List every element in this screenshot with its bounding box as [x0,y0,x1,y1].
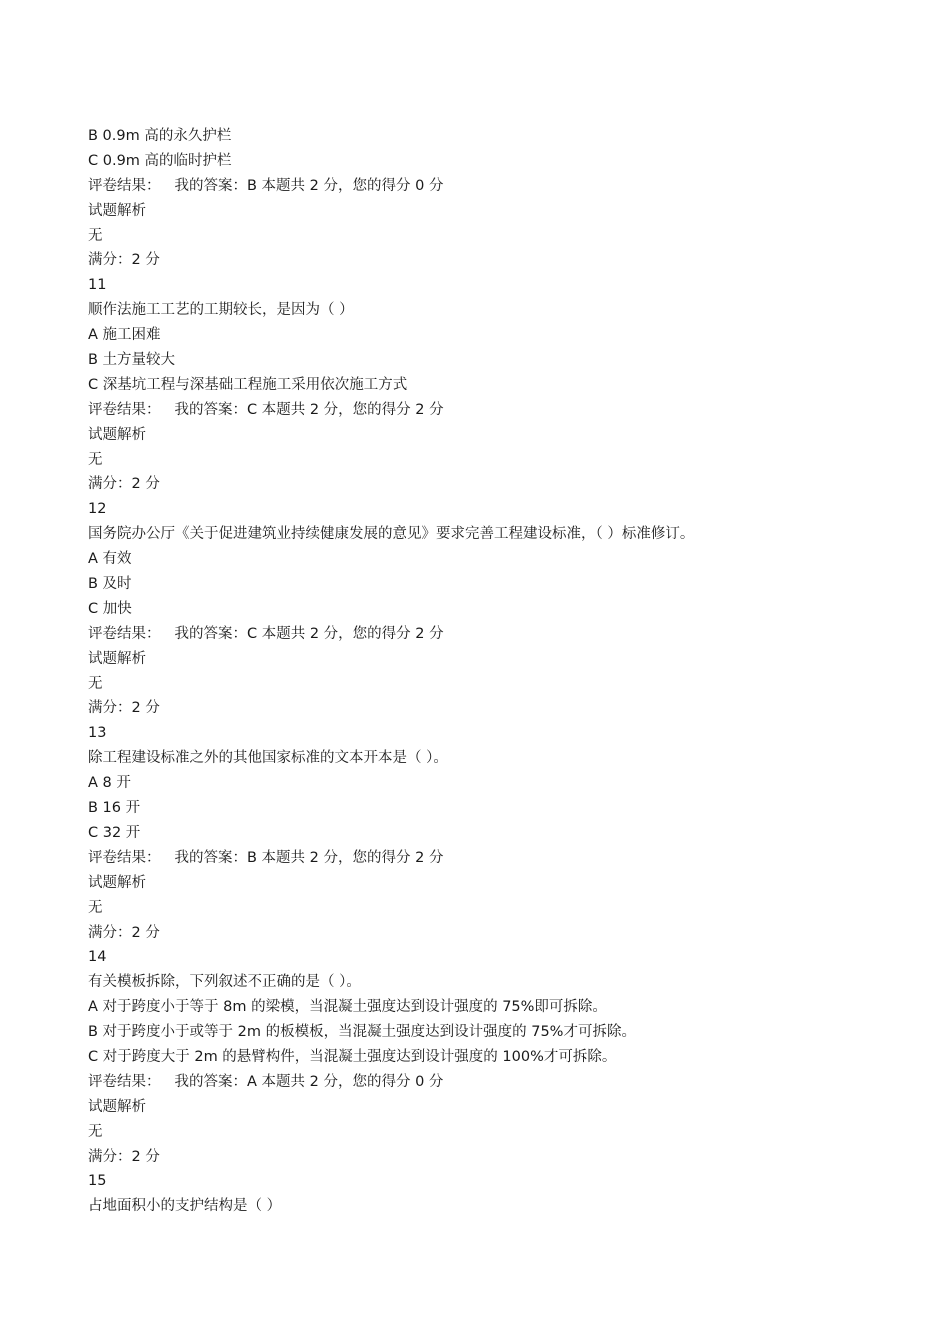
grading-result [88,174,888,199]
grading-result-label: 评卷结果： [88,177,161,194]
question-number: 12 [88,501,107,518]
question-stem: 有关模板拆除，下列叙述不正确的是（ ）。 [88,974,361,991]
analysis-title: 试题解析 [88,874,146,891]
option-a: A 有效 [88,551,132,568]
full-score: 满分：2 分 [88,476,160,493]
grading-result-text: 我的答案：B 本题共 2 分，您的得分 0 分 [174,177,444,194]
option-b: B 16 开 [88,800,141,817]
analysis-body: 无 [88,451,103,468]
question-number: 15 [88,1173,107,1190]
grading-result-label: 评卷结果： [88,849,161,866]
analysis-title: 试题解析 [88,1098,146,1115]
grading-result-label: 评卷结果： [88,625,161,642]
grading-result [88,846,888,871]
option-c: C 32 开 [88,824,141,841]
analysis-title: 试题解析 [88,202,146,219]
option-c: C 对于跨度大于 2m 的悬臂构件，当混凝土强度达到设计强度的 100%才可拆除。 [88,1048,617,1065]
option-b: B 对于跨度小于或等于 2m 的板模板，当混凝土强度达到设计强度的 75%才可拆除。 [88,1024,636,1041]
document-content [88,124,888,1219]
question-stem: 国务院办公厅《关于促进建筑业持续健康发展的意见》要求完善工程建设标准，（ ）标准修订。 [88,526,695,543]
question-number: 11 [88,277,107,294]
grading-result-text: 我的答案：C 本题共 2 分，您的得分 2 分 [174,401,444,418]
option-c: C 加快 [88,600,132,617]
question-number: 13 [88,725,107,742]
grading-result [88,622,888,647]
full-score: 满分：2 分 [88,924,160,941]
grading-result-label: 评卷结果： [88,1073,161,1090]
grading-result [88,1070,888,1095]
grading-result-text: 我的答案：C 本题共 2 分，您的得分 2 分 [174,625,444,642]
option-a: A 对于跨度小于等于 8m 的梁模，当混凝土强度达到设计强度的 75%即可拆除。 [88,999,607,1016]
option-b: B 及时 [88,576,132,593]
question-stem: 占地面积小的支护结构是（ ） [88,1198,282,1215]
analysis-title: 试题解析 [88,426,146,443]
option-c: C 深基坑工程与深基础工程施工采用依次施工方式 [88,376,408,393]
analysis-title: 试题解析 [88,650,146,667]
option-a: A 施工困难 [88,327,161,344]
full-score: 满分：2 分 [88,252,160,269]
question-stem: 除工程建设标准之外的其他国家标准的文本开本是（ ）。 [88,750,448,767]
analysis-body: 无 [88,675,103,692]
analysis-body: 无 [88,899,103,916]
option-b: B 0.9m 高的永久护栏 [88,128,232,144]
option-b: B 土方量较大 [88,352,176,369]
analysis-body: 无 [88,227,103,244]
grading-result-label: 评卷结果： [88,401,161,418]
full-score: 满分：2 分 [88,700,160,717]
grading-result-text: 我的答案：B 本题共 2 分，您的得分 2 分 [174,849,444,866]
analysis-body: 无 [88,1123,103,1140]
question-stem: 顺作法施工工艺的工期较长，是因为（ ） [88,302,354,319]
full-score: 满分：2 分 [88,1148,160,1165]
grading-result [88,398,888,423]
option-a: A 8 开 [88,775,131,792]
option-c: C 0.9m 高的临时护栏 [88,152,232,169]
question-number: 14 [88,949,107,966]
grading-result-text: 我的答案：A 本题共 2 分，您的得分 0 分 [174,1073,444,1090]
